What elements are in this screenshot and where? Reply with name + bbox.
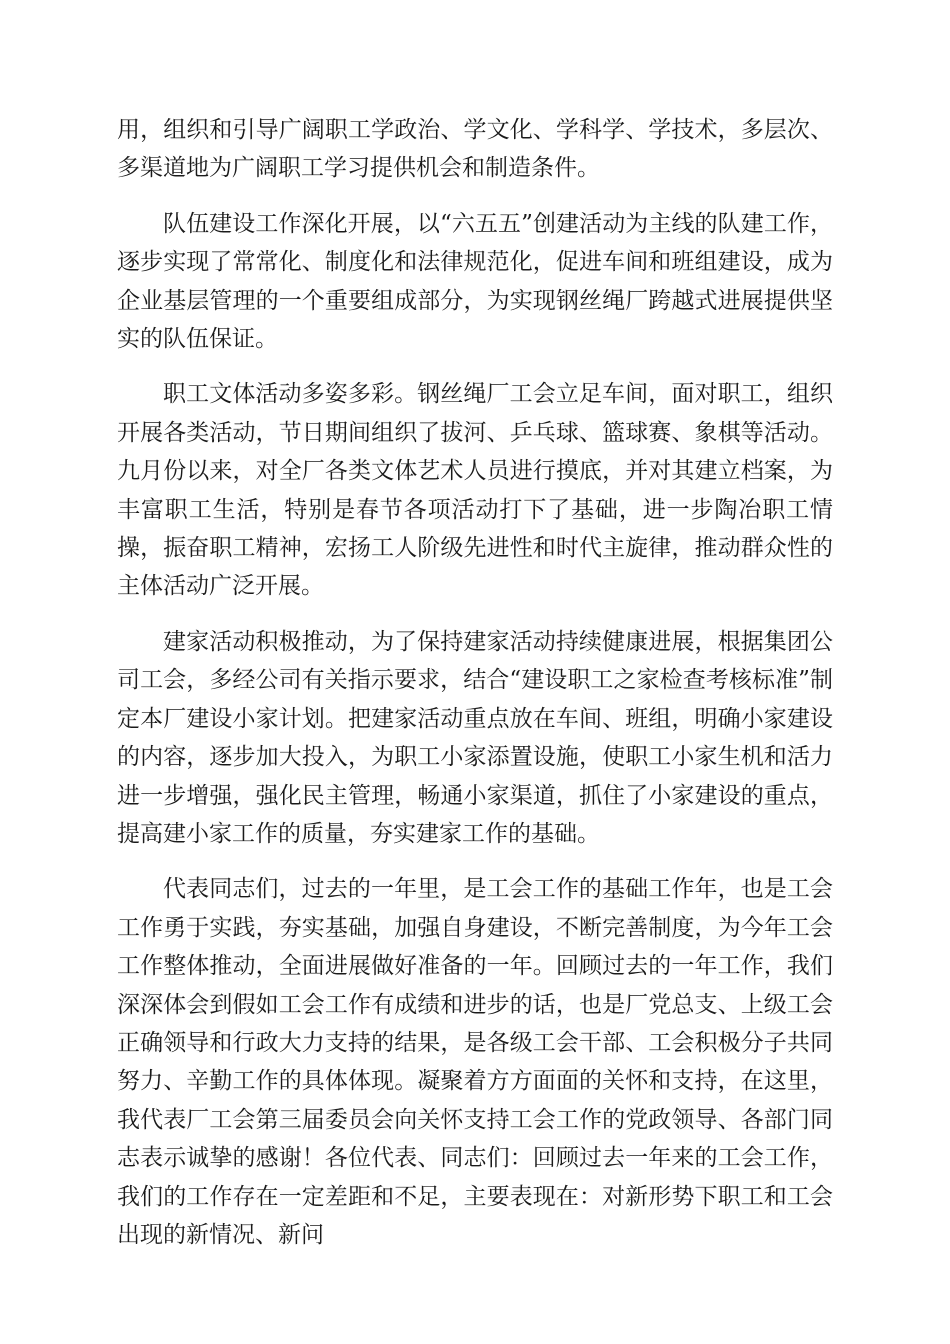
paragraph-continuation: 用，组织和引导广阔职工学政治、学文化、学科学、学技术，多层次、多渠道地为广阔职工学习提供机会和制造条件。: [117, 117, 833, 182]
paragraph-home-building: 建家活动积极推动，为了保持建家活动持续健康进展，根据集团公司工会，多经公司有关指示要求，结合“建设职工之家检查考核标准”制定本厂建设小家计划。把建家活动重点放在车间、班组，明确小家建设的内容，逐步加大投入，为职工小家添置设施，使职工小家生机和活力进一步增强，强化民主管理，畅通小家渠道，抓住了小家建设的重点，提高建小家工作的质量，夯实建家工作的基础。: [117, 628, 833, 847]
document-body: [117, 111, 833, 1271]
paragraph-culture-sports: 职工文体活动多姿多彩。钢丝绳厂工会立足车间，面对职工，组织开展各类活动，节日期间组织了拔河、乒乓球、篮球赛、象棋等活动。九月份以来，对全厂各类文体艺术人员进行摸底，并对其建立档案，为丰富职工生活，特别是春节各项活动打下了基础，进一步陶冶职工情操，振奋职工精神，宏扬工人阶级先进性和时代主旋律，推动群众性的主体活动广泛开展。: [117, 381, 833, 600]
paragraph-team-building: 队伍建设工作深化开展，以“六五五”创建活动为主线的队建工作，逐步实现了常常化、制度化和法律规范化，促进车间和班组建设，成为企业基层管理的一个重要组成部分，为实现钢丝绳厂跨越式进展提供坚实的队伍保证。: [117, 210, 833, 353]
paragraph-representatives: 代表同志们，过去的一年里，是工会工作的基础工作年，也是工会工作勇于实践，夯实基础，加强自身建设，不断完善制度，为今年工会工作整体推动，全面进展做好准备的一年。回顾过去的一年工作，我们深深体会到假如工会工作有成绩和进步的话，也是厂党总支、上级工会正确领导和行政大力支持的结果，是各级工会干部、工会积极分子共同努力、辛勤工作的具体体现。凝聚着方方面面的关怀和支持，在这里，我代表厂工会第三届委员会向关怀支持工会工作的党政领导、各部门同志表示诚挚的感谢！各位代表、同志们：回顾过去一年来的工会工作，我们的工作存在一定差距和不足，主要表现在：对新形势下职工和工会出现的新情况、新问: [117, 876, 833, 1248]
